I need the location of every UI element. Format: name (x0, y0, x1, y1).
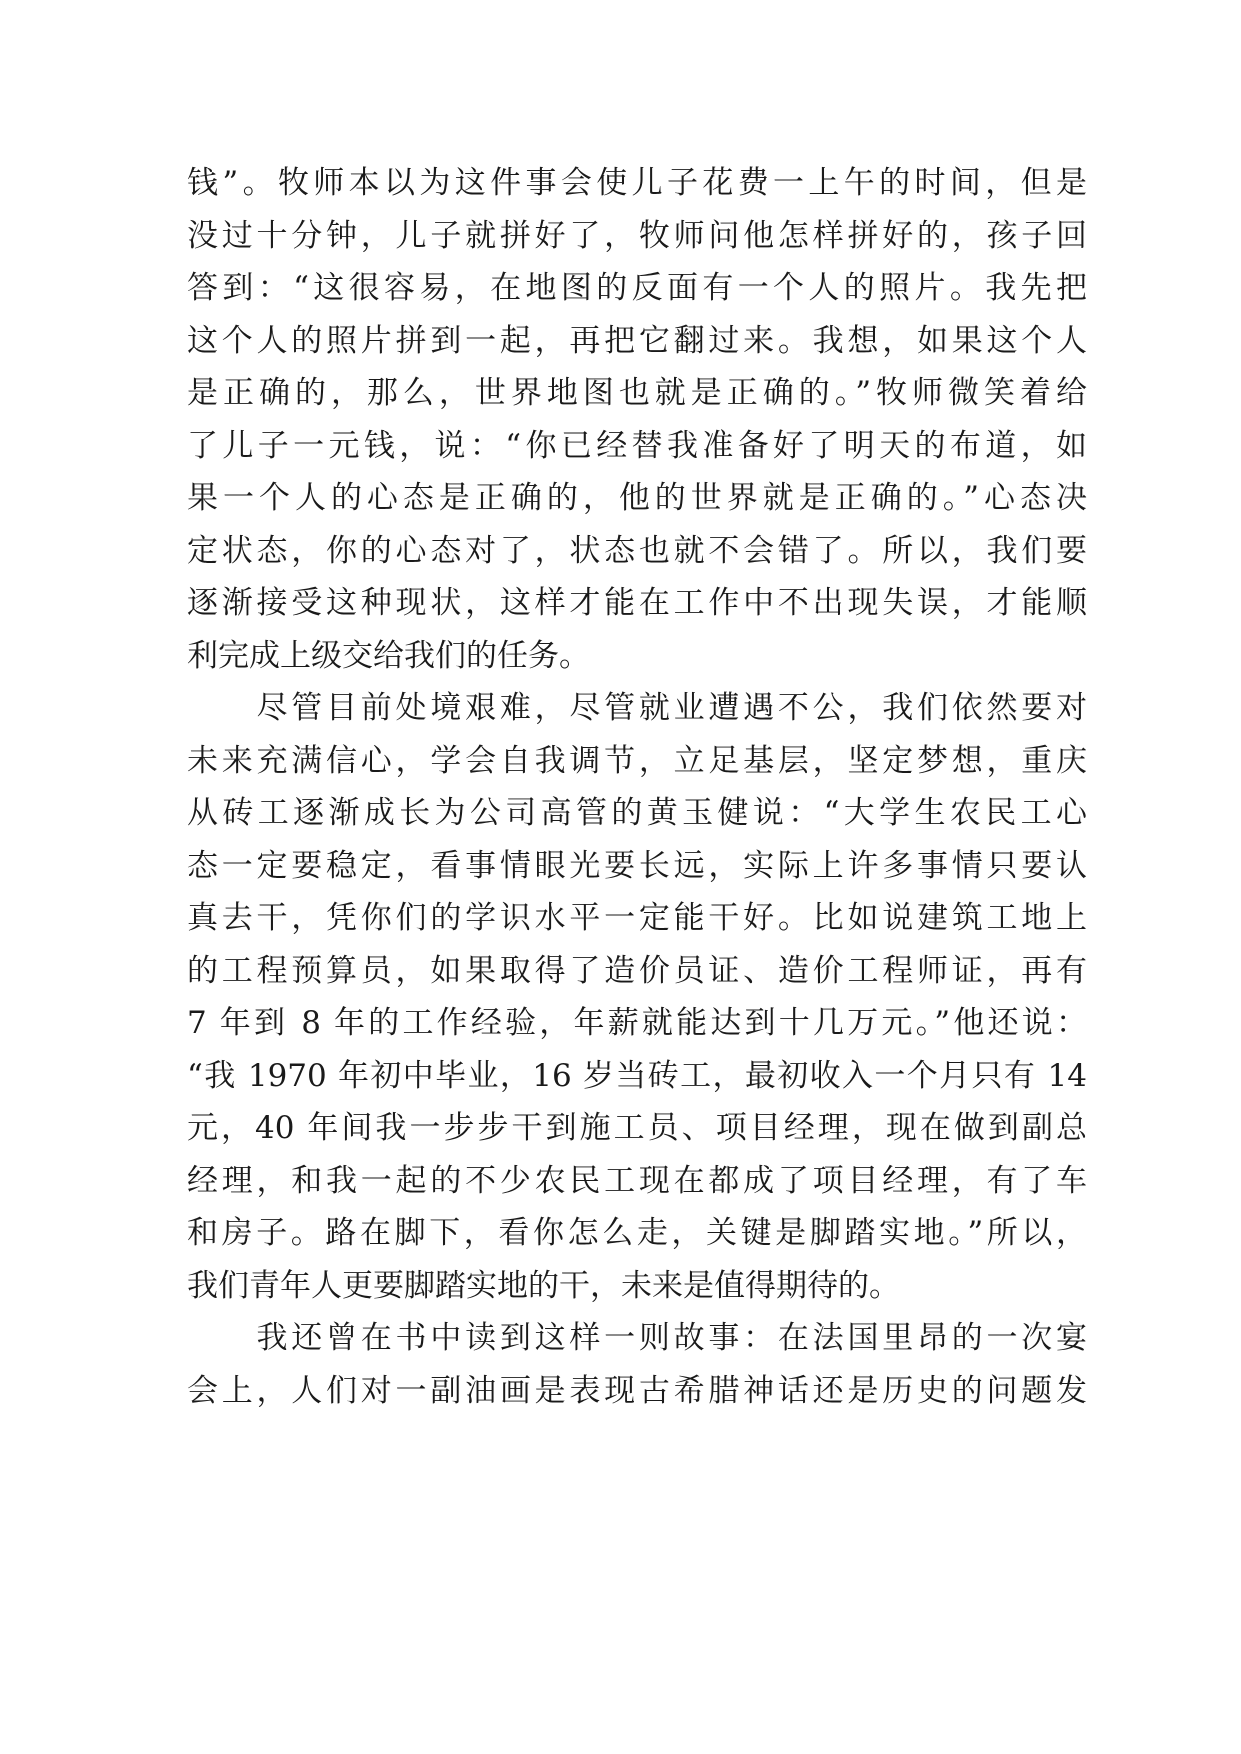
text-line: 元，40 年间我一步步干到施工员、项目经理，现在做到副总 (187, 1110, 1087, 1146)
text-line: 和房子。路在脚下，看你怎么走，关键是脚踏实地。”所以， (187, 1215, 1087, 1251)
text-line: 会上，人们对一副油画是表现古希腊神话还是历史的问题发 (187, 1372, 1087, 1409)
text-line: 钱”。牧师本以为这件事会使儿子花费一上午的时间，但是 (187, 165, 1087, 201)
body-text (187, 157, 1087, 1417)
text-line: 7 年到 8 年的工作经验，年薪就能达到十几万元。”他还说： (187, 1005, 1087, 1041)
text-line: 没过十分钟，儿子就拼好了，牧师问他怎样拼好的，孩子回 (187, 217, 1087, 254)
text-line: 态一定要稳定，看事情眼光要长远，实际上许多事情只要认 (187, 847, 1087, 884)
text-line: 从砖工逐渐成长为公司高管的黄玉健说：“大学生农民工心 (187, 795, 1087, 831)
text-line: 逐渐接受这种现状，这样才能在工作中不出现失误，才能顺 (187, 585, 1087, 621)
text-line: 答到：“这很容易，在地图的反面有一个人的照片。我先把 (187, 270, 1087, 306)
text-line: 尽管目前处境艰难，尽管就业遭遇不公，我们依然要对 (187, 690, 1087, 726)
text-line: 定状态，你的心态对了，状态也就不会错了。所以，我们要 (187, 532, 1087, 569)
text-line: 未来充满信心，学会自我调节，立足基层，坚定梦想，重庆 (187, 742, 1087, 779)
text-line: 是正确的，那么，世界地图也就是正确的。”牧师微笑着给 (187, 375, 1087, 411)
text-line: 我还曾在书中读到这样一则故事：在法国里昂的一次宴 (187, 1320, 1087, 1356)
text-line: 了儿子一元钱，说：“你已经替我准备好了明天的布道，如 (187, 427, 1087, 464)
text-line: “我 1970 年初中毕业，16 岁当砖工，最初收入一个月只有 14 (187, 1057, 1087, 1094)
text-line: 果一个人的心态是正确的，他的世界就是正确的。”心态决 (187, 480, 1087, 516)
text-line: 真去干，凭你们的学识水平一定能干好。比如说建筑工地上 (187, 900, 1087, 936)
paragraph-end-line: 利完成上级交给我们的任务。 (187, 637, 590, 674)
text-line: 的工程预算员，如果取得了造价员证、造价工程师证，再有 (187, 952, 1087, 989)
text-line: 经理，和我一起的不少农民工现在都成了项目经理，有了车 (187, 1162, 1087, 1199)
paragraph-end-line: 我们青年人更要脚踏实地的干，未来是值得期待的。 (187, 1267, 900, 1304)
text-line: 这个人的照片拼到一起，再把它翻过来。我想，如果这个人 (187, 322, 1087, 359)
